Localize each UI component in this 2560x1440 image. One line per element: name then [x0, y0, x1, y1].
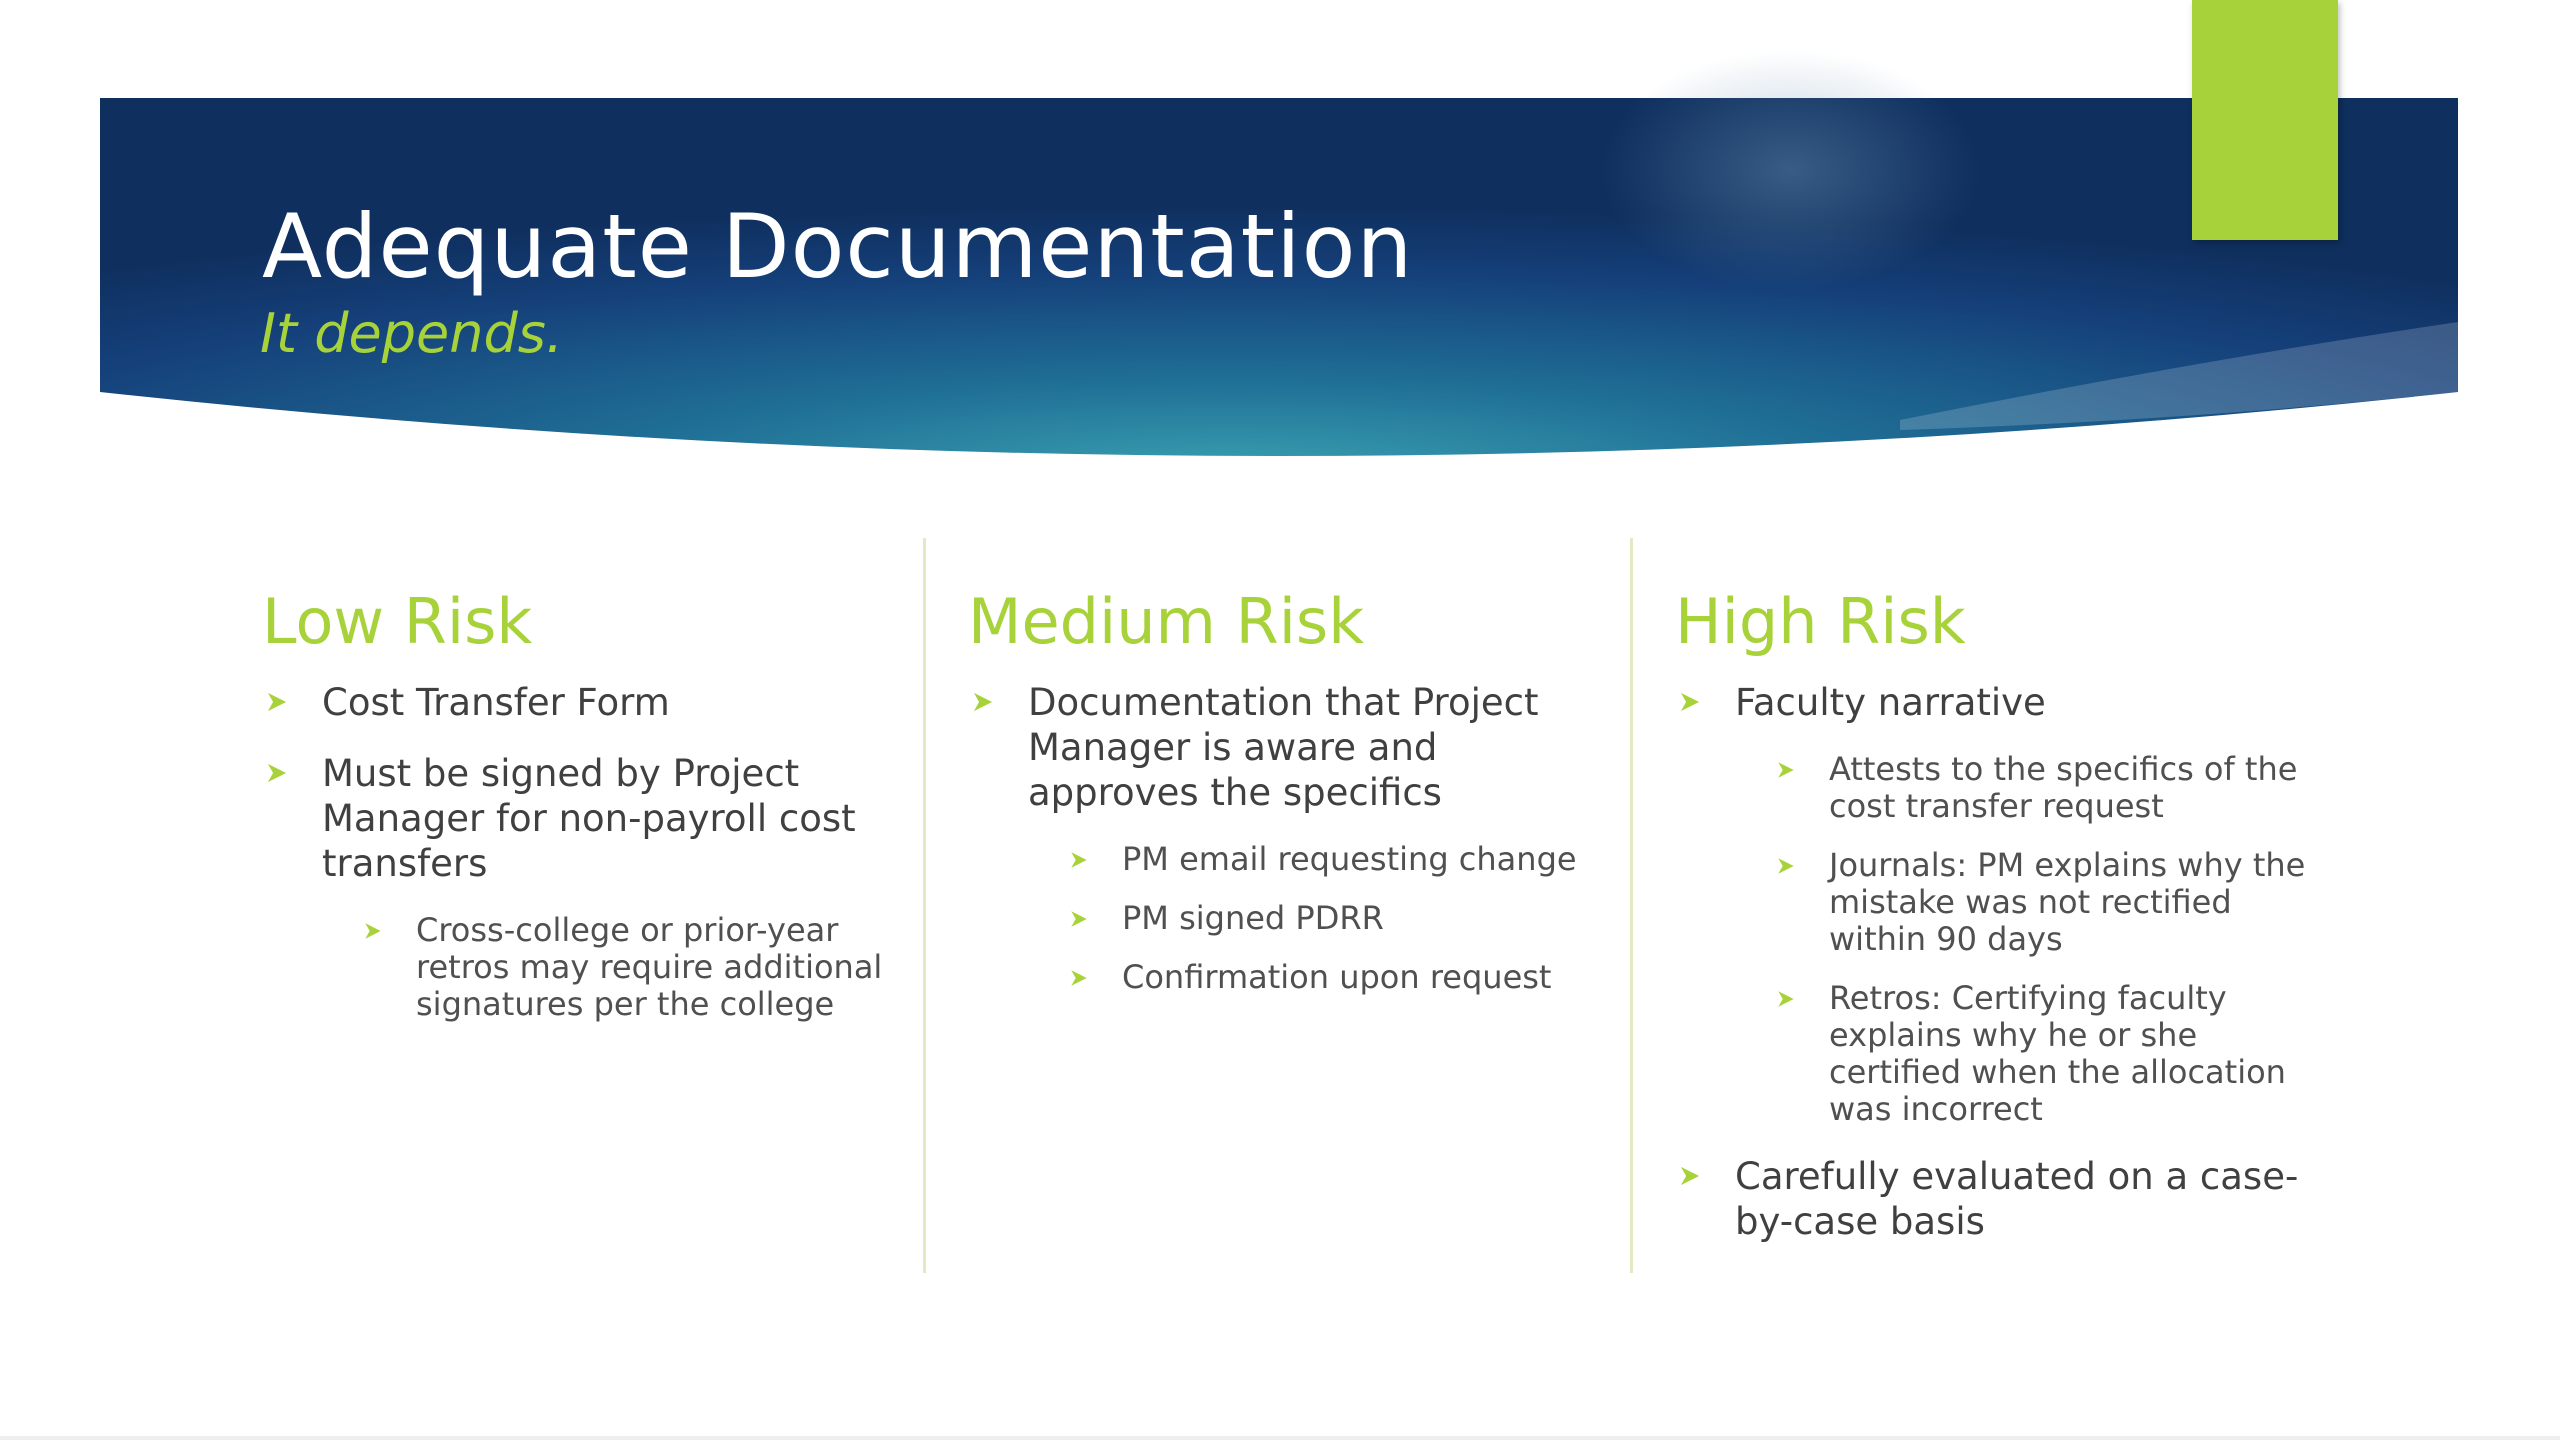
sub-bullet-text: PM signed PDRR	[1122, 899, 1384, 937]
arrowhead-bullet-icon	[970, 689, 996, 715]
list-item	[1066, 900, 1608, 937]
column-heading: High Risk	[1675, 585, 1966, 658]
column-divider	[1630, 538, 1633, 1273]
column-heading: Medium Risk	[968, 585, 1365, 658]
sub-bullet-list	[322, 912, 902, 1023]
arrowhead-bullet-icon	[1068, 849, 1090, 871]
list-item	[1773, 751, 2325, 825]
list-item	[1066, 959, 1608, 996]
list-item	[1066, 841, 1608, 878]
bullet-text: Faculty narrative	[1735, 681, 2046, 724]
sub-bullet-text: Journals: PM explains why the mistake was not rectified within 90 days	[1829, 846, 2306, 958]
list-item	[1773, 847, 2325, 958]
list-item	[1773, 980, 2325, 1128]
sub-bullet-list	[1735, 751, 2325, 1128]
column-low-risk	[262, 585, 902, 1049]
sub-bullet-text: Confirmation upon request	[1122, 958, 1552, 996]
sub-bullet-list	[1028, 841, 1608, 996]
bullet-list	[1675, 680, 2325, 1244]
bullet-text: Must be signed by Project Manager for non-payroll cost transfers	[322, 752, 856, 885]
arrowhead-bullet-icon	[1775, 855, 1797, 877]
bullet-text: Carefully evaluated on a case-by-case basis	[1735, 1155, 2299, 1243]
accent-tab	[2192, 0, 2338, 240]
arrowhead-bullet-icon	[1677, 1163, 1703, 1189]
arrowhead-bullet-icon	[1775, 759, 1797, 781]
column-heading: Low Risk	[262, 585, 533, 658]
list-item	[262, 751, 902, 1023]
bullet-text: Cost Transfer Form	[322, 681, 670, 724]
slide-bottom-edge	[0, 1436, 2560, 1440]
arrowhead-bullet-icon	[1775, 988, 1797, 1010]
sub-bullet-text: Attests to the specifics of the cost transfer request	[1829, 750, 2298, 825]
list-item	[968, 680, 1608, 996]
sub-bullet-text: PM email requesting change	[1122, 840, 1577, 878]
arrowhead-bullet-icon	[264, 760, 290, 786]
list-item	[360, 912, 902, 1023]
column-medium-risk	[968, 585, 1608, 1022]
arrowhead-bullet-icon	[1068, 908, 1090, 930]
bullet-text: Documentation that Project Manager is aware and approves the specifics	[1028, 681, 1539, 814]
list-item	[1675, 1154, 2325, 1244]
arrowhead-bullet-icon	[1068, 967, 1090, 989]
sub-bullet-text: Retros: Certifying faculty explains why he or she certified when the allocation was incorrect	[1829, 979, 2286, 1128]
arrowhead-bullet-icon	[362, 920, 384, 942]
arrowhead-bullet-icon	[1677, 689, 1703, 715]
column-high-risk	[1675, 585, 2325, 1270]
column-divider	[923, 538, 926, 1273]
slide-title: Adequate Documentation	[262, 195, 1414, 298]
bullet-list	[968, 680, 1608, 996]
sub-bullet-text: Cross-college or prior-year retros may require additional signatures per the college	[416, 911, 883, 1023]
list-item	[1675, 680, 2325, 1128]
list-item	[262, 680, 902, 725]
bullet-list	[262, 680, 902, 1023]
slide-subtitle: It depends.	[260, 302, 564, 365]
arrowhead-bullet-icon	[264, 689, 290, 715]
